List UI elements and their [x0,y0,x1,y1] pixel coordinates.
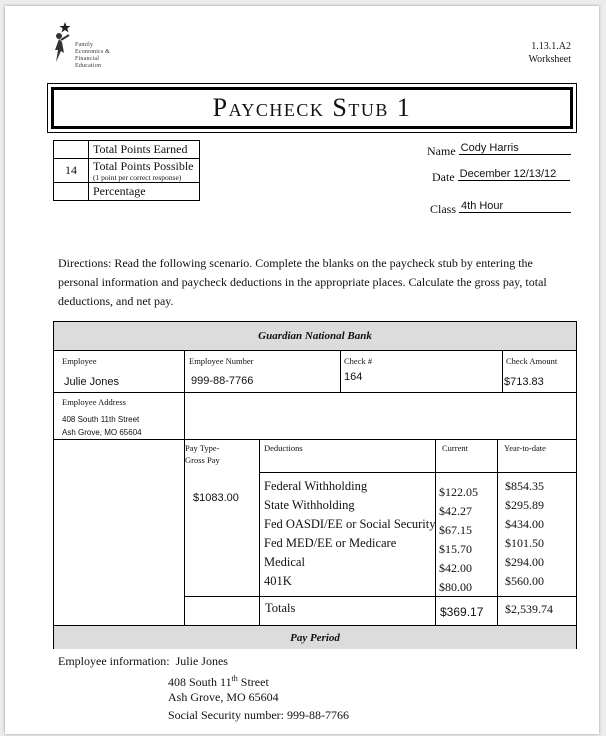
employee-info-street-rest: Street [237,675,269,689]
deduction-ytd[interactable]: $854.35 [505,479,544,493]
employee-info-city: Ash Grove, MO 65604 [168,690,279,704]
logo-line: Family [75,42,94,48]
totals-label: Totals [265,601,296,615]
deduction-current[interactable]: $15.70 [439,542,472,556]
paycheck-stub [53,321,577,649]
employee-value[interactable]: Julie Jones [64,376,120,388]
date-label: Date [432,170,455,184]
deduction-ytd[interactable]: $294.00 [505,555,544,569]
points-possible-note: (1 point per correct response) [93,173,182,182]
employee-label: Employee [62,356,97,366]
points-earned-label: Total Points Earned [89,141,200,159]
deduction-current[interactable]: $122.05 [439,485,478,499]
name-field [427,144,571,159]
deduction-name: 401K [264,574,292,588]
deduction-current[interactable]: $67.15 [439,523,472,537]
pay-period: Pay Period [54,625,576,649]
points-table [53,140,200,201]
directions-text: Directions: Read the following scenario. Complete the blanks on the paycheck stub by entering the personal information and paycheck deductions in the appropriate places. Calculate the gross pay, total deductions, and net pay. [58,256,547,308]
pay-type-label: Pay Type- [185,443,220,453]
address-label: Employee Address [62,397,126,407]
gross-pay-value[interactable]: $1083.00 [193,492,239,504]
totals-ytd[interactable]: $2,539.74 [505,602,553,616]
deduction-name: Fed OASDI/EE or Social Security [264,517,436,531]
date-input[interactable]: December 12/13/12 [458,168,570,181]
name-input[interactable]: Cody Harris [459,142,571,155]
percentage-value[interactable] [54,183,89,201]
address-line1[interactable]: 408 South 11th Street [62,415,140,424]
current-label: Current [442,443,468,453]
deduction-current[interactable]: $80.00 [439,580,472,594]
employee-info-name: Julie Jones [175,654,228,668]
deduction-name: Medical [264,555,305,569]
worksheet-label: Worksheet [528,54,571,65]
gross-pay-label: Gross Pay [185,455,220,465]
street-suffix: th [231,674,238,683]
deduction-ytd[interactable]: $560.00 [505,574,544,588]
title-box [47,83,577,133]
percentage-label: Percentage [89,183,200,201]
worksheet-page [5,6,599,734]
points-earned-value[interactable] [54,141,89,159]
worksheet-code-number: 1.13.1.A2 [531,41,571,52]
check-number-label: Check # [344,356,373,366]
class-input[interactable]: 4th Hour [459,200,571,213]
employee-info-label: Employee information: [58,654,170,668]
ytd-amounts [505,477,544,591]
check-number-value[interactable]: 164 [344,371,363,383]
deductions-label: Deductions [264,443,303,453]
logo-line: Education [75,63,102,69]
deduction-current[interactable]: $42.00 [439,561,472,575]
totals-current[interactable]: $369.17 [440,605,484,619]
deduction-current[interactable]: $42.27 [439,504,472,518]
points-possible-value: 14 [54,159,89,183]
address-line2[interactable]: Ash Grove, MO 65604 [62,428,142,437]
class-field [430,202,571,217]
name-label: Name [427,144,456,158]
deduction-ytd[interactable]: $434.00 [505,517,544,531]
employee-information [58,652,349,724]
deductions-list [264,477,436,591]
employee-number-value[interactable]: 999-88-7766 [191,375,254,387]
deduction-name: State Withholding [264,498,355,512]
deduction-name: Fed MED/EE or Medicare [264,536,397,550]
deduction-ytd[interactable]: $101.50 [505,536,544,550]
deduction-name: Federal Withholding [264,479,368,493]
employee-number-label: Employee Number [189,356,254,366]
logo-line: Economics & [75,49,111,55]
employee-info-street: 408 South 11 [168,675,232,689]
points-possible-text: Total Points Possible [93,159,194,173]
points-possible-label [89,159,200,183]
logo-line: Financial [75,56,100,62]
worksheet-code [528,40,571,66]
check-amount-label: Check Amount [506,356,558,366]
employee-info-ssn: Social Security number: 999-88-7766 [168,708,349,722]
class-label: Class [430,202,457,216]
page-title: Paycheck Stub 1 [212,93,412,122]
bank-name: Guardian National Bank [54,322,576,351]
deduction-ytd[interactable]: $295.89 [505,498,544,512]
date-field [432,170,570,185]
ytd-label: Year-to-date [504,443,546,453]
current-amounts [439,483,478,597]
logo [51,20,131,76]
check-amount-value[interactable]: $713.83 [504,376,544,388]
